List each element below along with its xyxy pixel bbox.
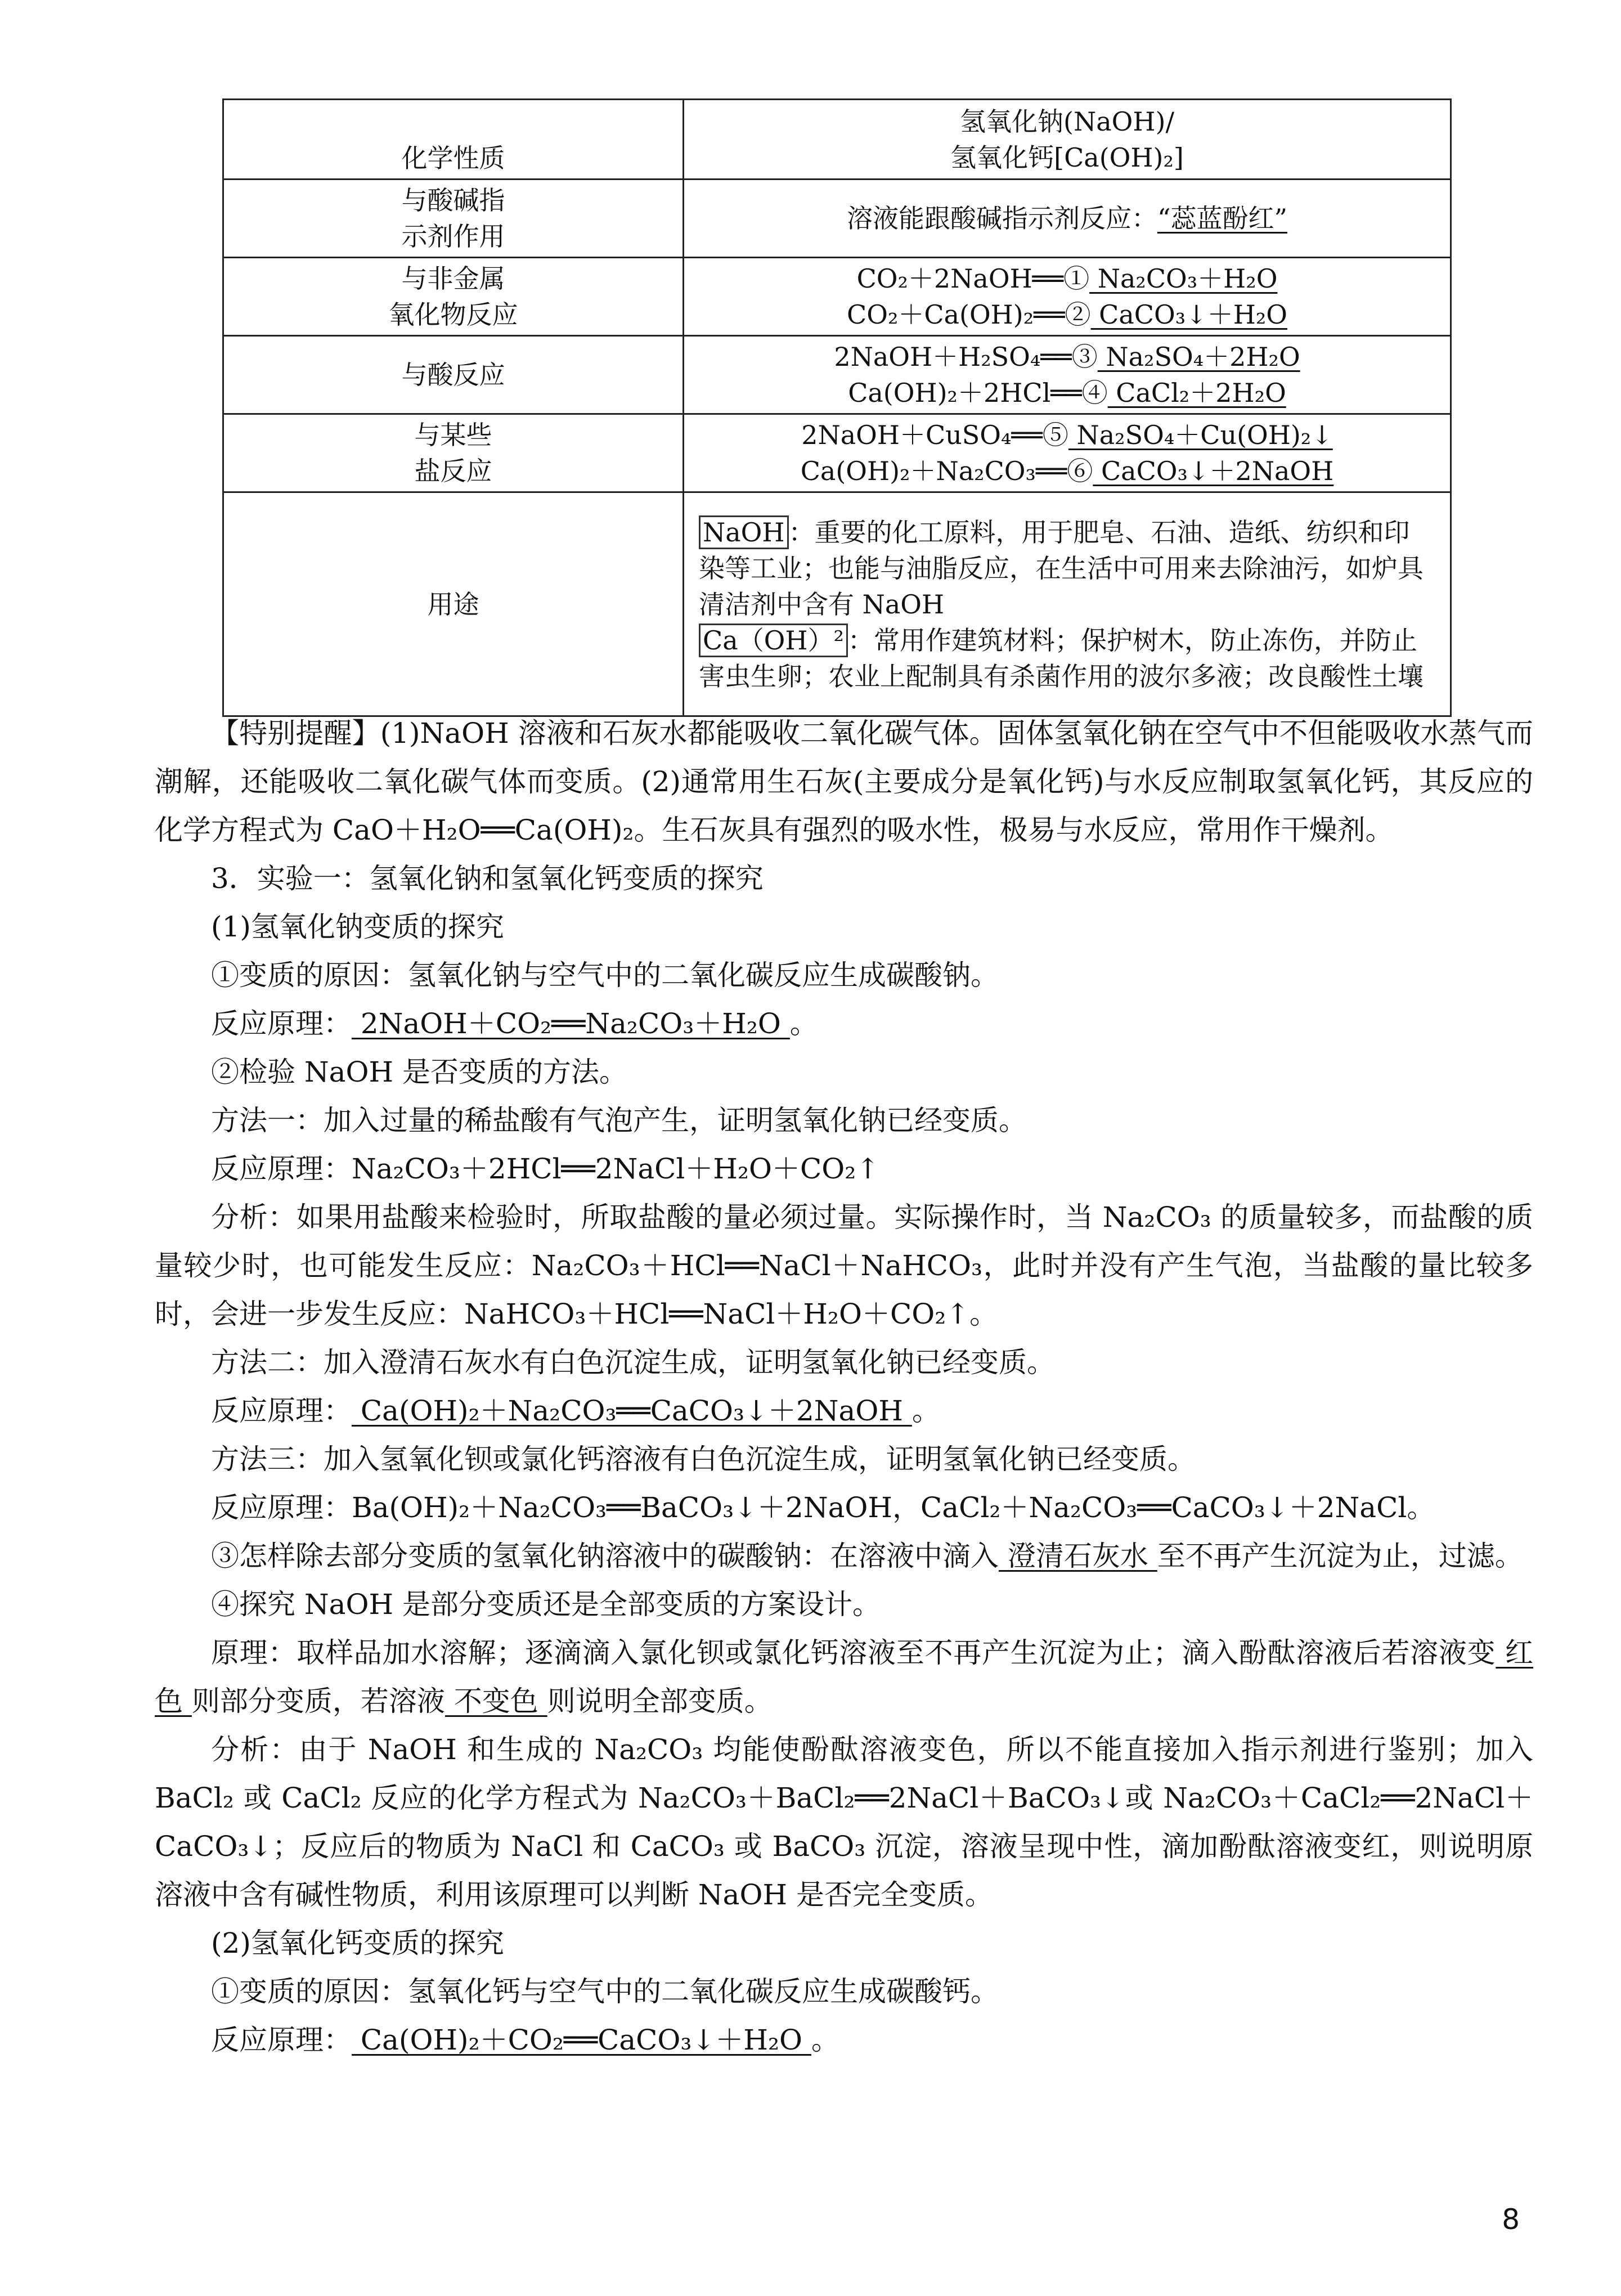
answer-blank: Na₂SO₄＋2H₂O [1097,342,1300,372]
naoh-usage-text: ：重要的化工原料，用于肥皂、石油、造纸、纺织和印染等工业；也能与油脂反应，在生活中可用来去除油污，如炉具清洁剂中含有 NaOH [699,517,1424,620]
table-row [223,492,1451,716]
answer-blank: CaCl₂＋2H₂O [1107,378,1286,408]
equation-line [695,339,1439,375]
special-reminder-paragraph: 【特别提醒】(1)NaOH 溶液和石灰水都能吸收二氧化碳气体。固体氢氧化钠在空气中不但能吸收水蒸气而潮解，还能吸收二氧化碳气体而变质。(2)通常用生石灰(主要成分是氧化钙)与水反应制取氢氧化钙，其反应的化学方程式为 CaO＋H₂O══Ca(OH)₂。生石灰具有强烈的吸水性，极易与水反应，常用作干燥剂。 [155,717,1533,846]
equation-text: Ca(OH)₂＋2HCl══④ [848,378,1108,408]
page-number: 8 [1502,2203,1520,2236]
paragraph: ④探究 NaOH 是部分变质还是全部变质的方案设计。 [211,1588,881,1621]
property-cell [223,180,684,258]
answer-blank: “蕊蓝酚红” [1157,203,1288,234]
answer-blank: CaCO₃↓＋2NaOH [1093,456,1334,486]
property-cell [223,336,684,414]
naoh-label: NaOH [699,515,789,549]
analysis-paragraph: 分析：由于 NaOH 和生成的 Na₂CO₃ 均能使酚酞溶液变色，所以不能直接加入指示剂进行鉴别；加入 BaCl₂ 或 CaCl₂ 反应的化学方程式为 Na₂CO₃＋BaCl₂══2NaCl＋BaCO₃↓或 Na₂CO₃＋CaCl₂══2NaCl＋CaCO₃↓；反应后的物质为 NaCl 和 CaCO₃ 或 BaCO₃ 沉淀，溶液呈现中性，滴加酚酞溶液变红，则说明原溶液中含有碱性物质，利用该原理可以判断 NaOH 是否完全变质。 [155,1733,1533,1911]
properties-table [222,98,1452,717]
paragraph-text: ③怎样除去部分变质的氢氧化钠溶液中的碳酸钠：在溶液中滴入 [211,1540,999,1572]
paragraph: 方法一：加入过量的稀盐酸有气泡产生，证明氢氧化钠已经变质。 [211,1104,1027,1137]
property-label-line1: 与非金属 [401,263,505,294]
header-chemical-property [223,100,684,180]
answer-blank: Ca(OH)₂＋CO₂══CaCO₃↓＋H₂O [352,2024,811,2056]
paragraph-text: 原理：取样品加水溶解；逐滴滴入氯化钡或氯化钙溶液至不再产生沉淀为止；滴入酚酞溶液后若溶液变 [211,1636,1496,1669]
content-cell [684,414,1451,492]
equation-text: CO₂＋Ca(OH)₂══② [847,299,1091,330]
paragraph: ①变质的原因：氢氧化钠与空气中的二氧化碳反应生成碳酸钠。 [211,959,999,992]
equation-text: 2NaOH＋CuSO₄══⑤ [801,420,1068,450]
caoh-usage-text: ：常用作建筑材料；保护树木，防止冻伤，并防止害虫生卵；农业上配制具有杀菌作用的波尔多液；改良酸性土壤 [699,625,1424,692]
caoh-label: Ca（OH）² [699,624,848,657]
paragraph [155,1629,1533,1725]
paragraph-text: 反应原理： [211,1394,352,1427]
answer-blank: Na₂SO₄＋Cu(OH)₂↓ [1068,420,1333,450]
paragraph-text: 。 [811,2024,839,2056]
reaction-principle [155,1387,1533,1435]
paragraph-text: 。 [789,1007,818,1040]
table-header-row [223,100,1451,180]
property-label-line1: 与酸反应 [401,360,505,390]
reaction-principle [155,2016,1533,2064]
content-cell [684,180,1451,258]
answer-blank: CaCO₃↓＋H₂O [1090,299,1287,330]
paragraph: ①变质的原因：氢氧化钙与空气中的二氧化碳反应生成碳酸钙。 [211,1975,999,2008]
property-cell [223,258,684,336]
content-cell [684,258,1451,336]
content-cell [684,336,1451,414]
answer-blank: Ca(OH)₂＋Na₂CO₃══CaCO₃↓＋2NaOH [352,1394,912,1427]
equation-text: CO₂＋2NaOH══① [856,263,1090,294]
answer-blank: 2NaOH＋CO₂══Na₂CO₃＋H₂O [352,1007,790,1040]
property-cell [223,492,684,716]
table-row [223,180,1451,258]
equation-text: 2NaOH＋H₂SO₄══③ [834,342,1098,372]
subsection-heading: (1)氢氧化钠变质的探究 [211,911,504,943]
header-right-line2: 氢氧化钙[Ca(OH)₂] [950,142,1184,173]
paragraph-text: 反应原理： [211,1007,352,1040]
body-text [155,709,1533,2064]
section-heading: 3．实验一：氢氧化钠和氢氧化钙变质的探究 [211,862,764,895]
reaction-principle [155,999,1533,1048]
table-row [223,336,1451,414]
property-label-line1: 与某些 [414,420,492,450]
paragraph-text: 则说明全部变质。 [547,1685,773,1717]
equation-line [695,297,1439,333]
property-label-line1: 与酸碱指 [401,185,505,216]
property-label-line2: 盐反应 [414,456,492,486]
header-right-line1: 氢氧化钠(NaOH)/ [960,106,1174,137]
paragraph [155,1532,1533,1580]
paragraph-text: 。 [911,1394,940,1427]
equation-line [695,417,1439,453]
subsection-heading: (2)氢氧化钙变质的探究 [211,1927,504,1959]
equation-line [695,375,1439,411]
paragraph-text: 则部分变质，若溶液 [191,1685,445,1717]
paragraph: 反应原理：Na₂CO₃＋2HCl══2NaCl＋H₂O＋CO₂↑ [211,1153,880,1185]
header-left-label: 化学性质 [401,143,505,173]
paragraph: ②检验 NaOH 是否变质的方法。 [211,1056,627,1088]
usage-cell [684,492,1451,716]
table-row [223,258,1451,336]
answer-blank: 不变色 [444,1685,547,1717]
answer-blank: Na₂CO₃＋H₂O [1089,263,1278,294]
caoh-usage [699,622,1435,694]
property-cell [223,414,684,492]
header-substances [684,100,1451,180]
paragraph: 方法二：加入澄清石灰水有白色沉淀生成，证明氢氧化钠已经变质。 [211,1346,1055,1379]
answer-blank: 红色 [155,1636,1533,1717]
equation-text: Ca(OH)₂＋Na₂CO₃══⑥ [800,456,1093,486]
table-row [223,414,1451,492]
equation-line [695,261,1439,297]
paragraph-text: 反应原理： [211,2024,352,2056]
property-label-line2: 氧化物反应 [388,299,518,330]
naoh-usage [699,514,1435,622]
property-label-line1: 用途 [427,589,479,620]
paragraph: 反应原理：Ba(OH)₂＋Na₂CO₃══BaCO₃↓＋2NaOH，CaCl₂＋Na₂CO₃══CaCO₃↓＋2NaCl。 [211,1491,1435,1524]
content-text: 溶液能跟酸碱指示剂反应： [846,203,1157,234]
answer-blank: 澄清石灰水 [999,1540,1157,1572]
paragraph-text: 至不再产生沉淀为止，过滤。 [1157,1540,1523,1572]
analysis-paragraph: 分析：如果用盐酸来检验时，所取盐酸的量必须过量。实际操作时，当 Na₂CO₃ 的质量较多，而盐酸的质量较少时，也可能发生反应：Na₂CO₃＋HCl══NaCl＋NaHCO₃，此时并没有产生气泡，当盐酸的量比较多时，会进一步发生反应：NaHCO₃＋HCl══NaCl＋H₂O＋CO₂↑。 [155,1201,1533,1330]
paragraph: 方法三：加入氢氧化钡或氯化钙溶液有白色沉淀生成，证明氢氧化钠已经变质。 [211,1443,1196,1476]
property-label-line2: 示剂作用 [401,221,505,252]
equation-line [695,453,1439,489]
